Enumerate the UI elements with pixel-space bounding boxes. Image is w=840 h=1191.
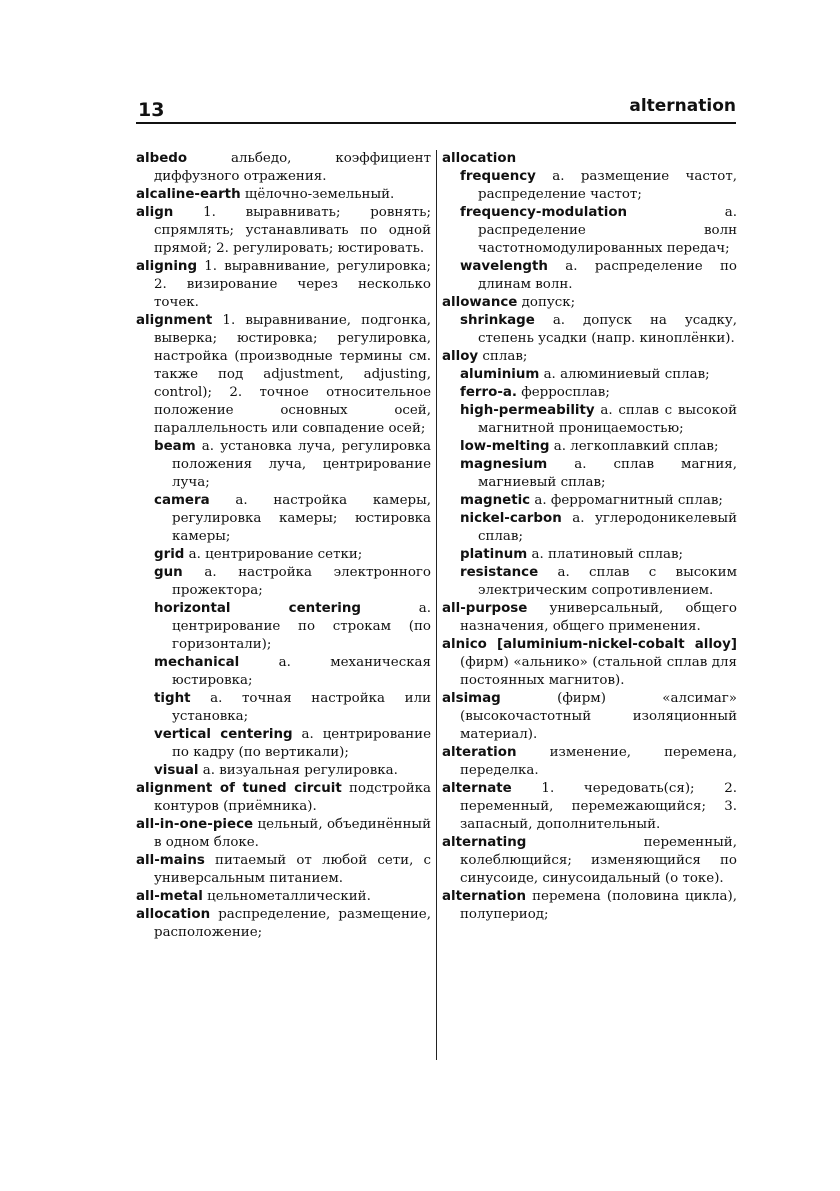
sub-entry <box>460 492 737 510</box>
dictionary-entry <box>136 150 431 186</box>
sub-entry <box>154 492 431 546</box>
translation: a. распределение по длинам волн. <box>478 259 737 292</box>
headword: nickel-carbon <box>460 511 562 526</box>
translation: (фирм) «альнико» (стальной сплав для постоянных магнитов). <box>460 655 737 688</box>
headword: allocation <box>136 907 211 922</box>
translation: a. точная настройка или установка; <box>172 691 431 724</box>
headword: alteration <box>442 745 517 760</box>
headword: tight <box>154 691 191 706</box>
translation: a. центрирование сетки; <box>184 547 363 562</box>
dictionary-entry <box>136 204 431 258</box>
translation: щёлочно-земельный. <box>240 187 395 202</box>
headword: beam <box>154 439 196 454</box>
translation: a. сплав с высокой магнитной проницаемостью; <box>478 403 737 436</box>
headword: allowance <box>442 295 518 310</box>
header-rule <box>136 122 736 124</box>
sub-entry <box>460 366 737 384</box>
headword: alternating <box>442 835 527 850</box>
sub-entry <box>460 402 737 438</box>
translation: питаемый от любой сети, с универсальным питанием. <box>154 853 431 886</box>
sub-entry <box>154 762 431 780</box>
dictionary-entry <box>442 150 737 168</box>
headword: grid <box>154 547 185 562</box>
headword: vertical centering <box>154 727 293 742</box>
dictionary-entry <box>442 834 737 888</box>
headword: camera <box>154 493 210 508</box>
headword: alsimag <box>442 691 501 706</box>
headword: align <box>136 205 174 220</box>
dictionary-entry <box>136 186 431 204</box>
translation: универсальный, общего назначения, общего применения. <box>460 601 737 634</box>
headword: low-melting <box>460 439 550 454</box>
right-column <box>442 150 737 924</box>
translation: альбедо, коэффициент диффузного отражения. <box>154 151 431 184</box>
dictionary-entry <box>442 744 737 780</box>
headword: alignment of tuned circuit <box>136 781 342 796</box>
headword: shrinkage <box>460 313 535 328</box>
headword: frequency <box>460 169 536 184</box>
headword: allocation <box>442 151 517 166</box>
dictionary-entry <box>136 888 431 906</box>
dictionary-entry <box>442 636 737 690</box>
headword: gun <box>154 565 183 580</box>
left-column <box>136 150 431 942</box>
sub-entry <box>154 726 431 762</box>
sub-entry <box>460 564 737 600</box>
headword: magnesium <box>460 457 548 472</box>
translation: 1. выравнивание, подгонка, выверка; юстировка; регулировка, настройка (производные термины см. также под adjustment, adjusting, control); 2. точное относительное положение основных осей, параллельность или совпадение осей; <box>154 313 431 436</box>
sub-entry <box>154 438 431 492</box>
running-head: alternation <box>629 96 736 116</box>
sub-entry <box>460 546 737 564</box>
dictionary-entry <box>442 888 737 924</box>
translation: a. сплав с высоким электрическим сопротивлением. <box>478 565 737 598</box>
dictionary-entry <box>442 294 737 312</box>
translation: допуск; <box>517 295 576 310</box>
headword: high-permeability <box>460 403 595 418</box>
dictionary-entry <box>442 690 737 744</box>
headword: resistance <box>460 565 539 580</box>
headword: horizontal centering <box>154 601 361 616</box>
translation: подстройка контуров (приёмника). <box>154 781 431 814</box>
headword: mechanical <box>154 655 240 670</box>
sub-entry <box>460 312 737 348</box>
dictionary-entry <box>442 348 737 366</box>
headword: alnico [aluminium-nickel-cobalt alloy] <box>442 637 737 652</box>
dictionary-entry <box>136 312 431 438</box>
sub-entry <box>154 600 431 654</box>
sub-entry <box>460 438 737 456</box>
translation: a. углеродоникелевый сплав; <box>478 511 737 544</box>
translation: изменение, перемена, переделка. <box>460 745 737 778</box>
headword: all-metal <box>136 889 203 904</box>
translation: распределение, размещение, расположение; <box>154 907 431 940</box>
translation: a. визуальная регулировка. <box>198 763 398 778</box>
headword: all-purpose <box>442 601 528 616</box>
dictionary-entry <box>136 906 431 942</box>
translation: переменный, колеблющийся; изменяющийся по синусоиде, синусоидальный (о токе). <box>460 835 737 886</box>
translation: цельный, объединённый в одном блоке. <box>154 817 431 850</box>
dictionary-entry <box>136 816 431 852</box>
headword: platinum <box>460 547 528 562</box>
dictionary-entry <box>136 852 431 888</box>
headword: wavelength <box>460 259 548 274</box>
translation: перемена (половина цикла), полупериод; <box>460 889 737 922</box>
headword: alternate <box>442 781 512 796</box>
sub-entry <box>460 384 737 402</box>
sub-entry <box>460 510 737 546</box>
translation: a. настройка камеры, регулировка камеры; юстировка камеры; <box>172 493 431 544</box>
translation: a. ферромагнитный сплав; <box>530 493 723 508</box>
translation: a. настройка электронного прожектора; <box>172 565 431 598</box>
dictionary-entry <box>136 780 431 816</box>
headword: magnetic <box>460 493 531 508</box>
headword: alloy <box>442 349 479 364</box>
headword: aluminium <box>460 367 540 382</box>
translation: a. установка луча, регулировка положения луча, центрирование луча; <box>172 439 431 490</box>
translation: a. платиновый сплав; <box>527 547 684 562</box>
headword: ferro-a. <box>460 385 517 400</box>
translation: a. допуск на усадку, степень усадки (напр. киноплёнки). <box>478 313 737 346</box>
headword: all-mains <box>136 853 205 868</box>
dictionary-entry <box>442 780 737 834</box>
translation: ферросплав; <box>517 385 610 400</box>
headword: all-in-one-piece <box>136 817 254 832</box>
translation: 1. выравнивание, регулировка; 2. визирование через несколько точек. <box>154 259 431 310</box>
translation: (фирм) «алсимаг» (высокочастотный изоляционный материал). <box>460 691 737 742</box>
sub-entry <box>154 690 431 726</box>
translation: a. распределение волн частотномодулированных передач; <box>478 205 737 256</box>
translation: 1. выравнивать; ровнять; спрямлять; устанавливать по одной прямой; 2. регулировать; юстировать. <box>154 205 431 256</box>
sub-entry <box>460 456 737 492</box>
headword: alignment <box>136 313 213 328</box>
column-divider <box>436 150 437 1060</box>
translation: цельнометаллический. <box>202 889 371 904</box>
sub-entry <box>154 654 431 690</box>
sub-entry <box>460 258 737 294</box>
headword: alcaline-earth <box>136 187 241 202</box>
translation: 1. чередовать(ся); 2. переменный, перемежающийся; 3. запасный, дополнительный. <box>460 781 737 832</box>
sub-entry <box>154 564 431 600</box>
translation: a. центрирование по кадру (по вертикали); <box>172 727 431 760</box>
headword: aligning <box>136 259 198 274</box>
sub-entry <box>460 168 737 204</box>
translation: a. размещение частот, распределение частот; <box>478 169 737 202</box>
translation: сплав; <box>478 349 528 364</box>
page-number: 13 <box>138 99 165 121</box>
headword: visual <box>154 763 199 778</box>
translation: a. сплав магния, магниевый сплав; <box>478 457 737 490</box>
translation: a. механическая юстировка; <box>172 655 431 688</box>
headword: frequency-modulation <box>460 205 628 220</box>
dictionary-entry <box>442 600 737 636</box>
translation: a. легкоплавкий сплав; <box>549 439 719 454</box>
dictionary-entry <box>136 258 431 312</box>
translation: a. алюминиевый сплав; <box>539 367 710 382</box>
translation: a. центрирование по строкам (по горизонтали); <box>172 601 431 652</box>
sub-entry <box>154 546 431 564</box>
headword: albedo <box>136 151 188 166</box>
sub-entry <box>460 204 737 258</box>
headword: alternation <box>442 889 527 904</box>
